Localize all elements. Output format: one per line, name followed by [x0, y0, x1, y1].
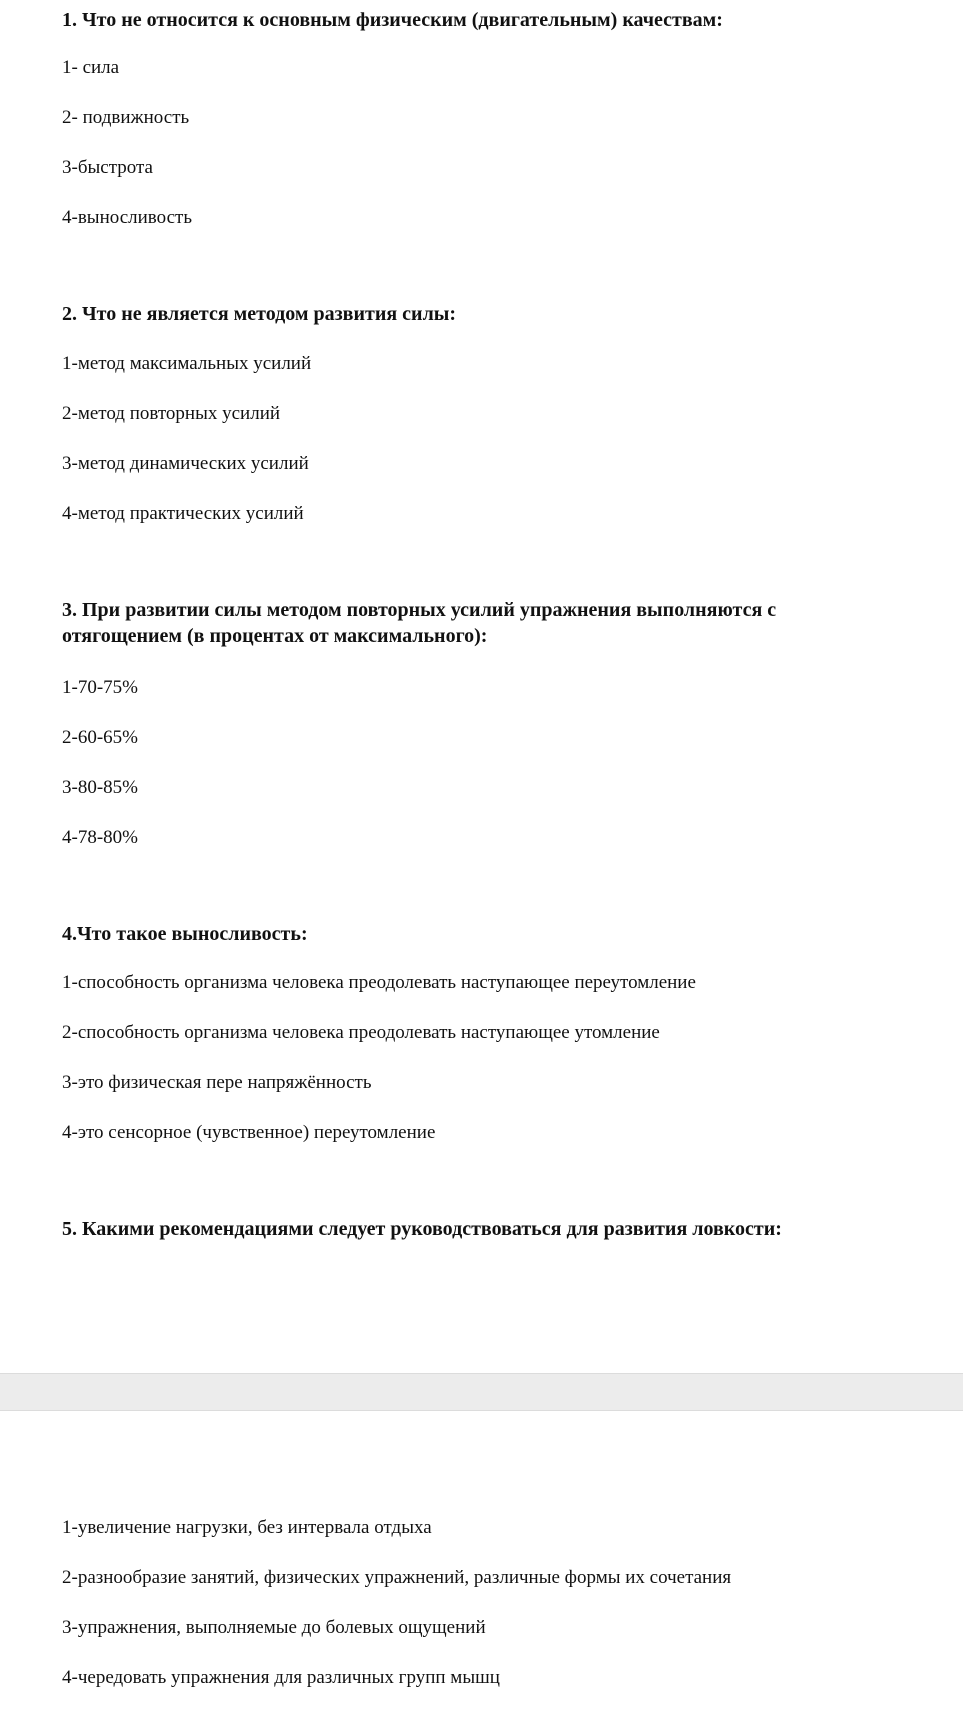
question-1-option-3: 3-быстрота — [62, 157, 153, 178]
question-3-option-1: 1-70-75% — [62, 677, 138, 698]
question-2-option-3: 3-метод динамических усилий — [62, 453, 309, 474]
question-3-title-line-2: отягощением (в процентах от максимального): — [62, 625, 488, 647]
question-3-option-2: 2-60-65% — [62, 727, 138, 748]
question-5-option-2: 2-разнообразие занятий, физических упражнений, различные формы их сочетания — [62, 1567, 732, 1588]
question-4-option-2: 2-способность организма человека преодолевать наступающее утомление — [62, 1022, 660, 1043]
question-2-title: 2. Что не является методом развития силы: — [62, 303, 457, 325]
question-5-option-1: 1-увеличение нагрузки, без интервала отдыха — [62, 1517, 432, 1538]
question-5-option-3: 3-упражнения, выполняемые до болевых ощущений — [62, 1617, 486, 1638]
question-5-option-4: 4-чередовать упражнения для различных групп мышц — [62, 1667, 500, 1688]
question-1-title: 1. Что не относится к основным физическим (двигательным) качествам: — [62, 9, 723, 31]
question-3-option-4: 4-78-80% — [62, 827, 138, 848]
question-3-option-3: 3-80-85% — [62, 777, 138, 798]
question-2-option-2: 2-метод повторных усилий — [62, 403, 281, 424]
question-3-title-line-1: 3. При развитии силы методом повторных усилий упражнения выполняются с — [62, 599, 777, 621]
document-page-2 — [0, 1411, 963, 1710]
question-5-title: 5. Какими рекомендациями следует руководствоваться для развития ловкости: — [62, 1218, 782, 1240]
question-1-option-1: 1- сила — [62, 57, 120, 78]
question-4-option-3: 3-это физическая пере напряжённость — [62, 1072, 372, 1093]
page-separator — [0, 1373, 963, 1411]
question-4-option-4: 4-это сенсорное (чувственное) переутомление — [62, 1122, 436, 1143]
question-4-option-1: 1-способность организма человека преодолевать наступающее переутомление — [62, 972, 696, 993]
question-1-option-4: 4-выносливость — [62, 207, 193, 228]
question-2-option-1: 1-метод максимальных усилий — [62, 353, 312, 374]
question-4-title: 4.Что такое выносливость: — [62, 923, 308, 945]
question-2-option-4: 4-метод практических усилий — [62, 503, 304, 524]
question-1-option-2: 2- подвижность — [62, 107, 190, 128]
